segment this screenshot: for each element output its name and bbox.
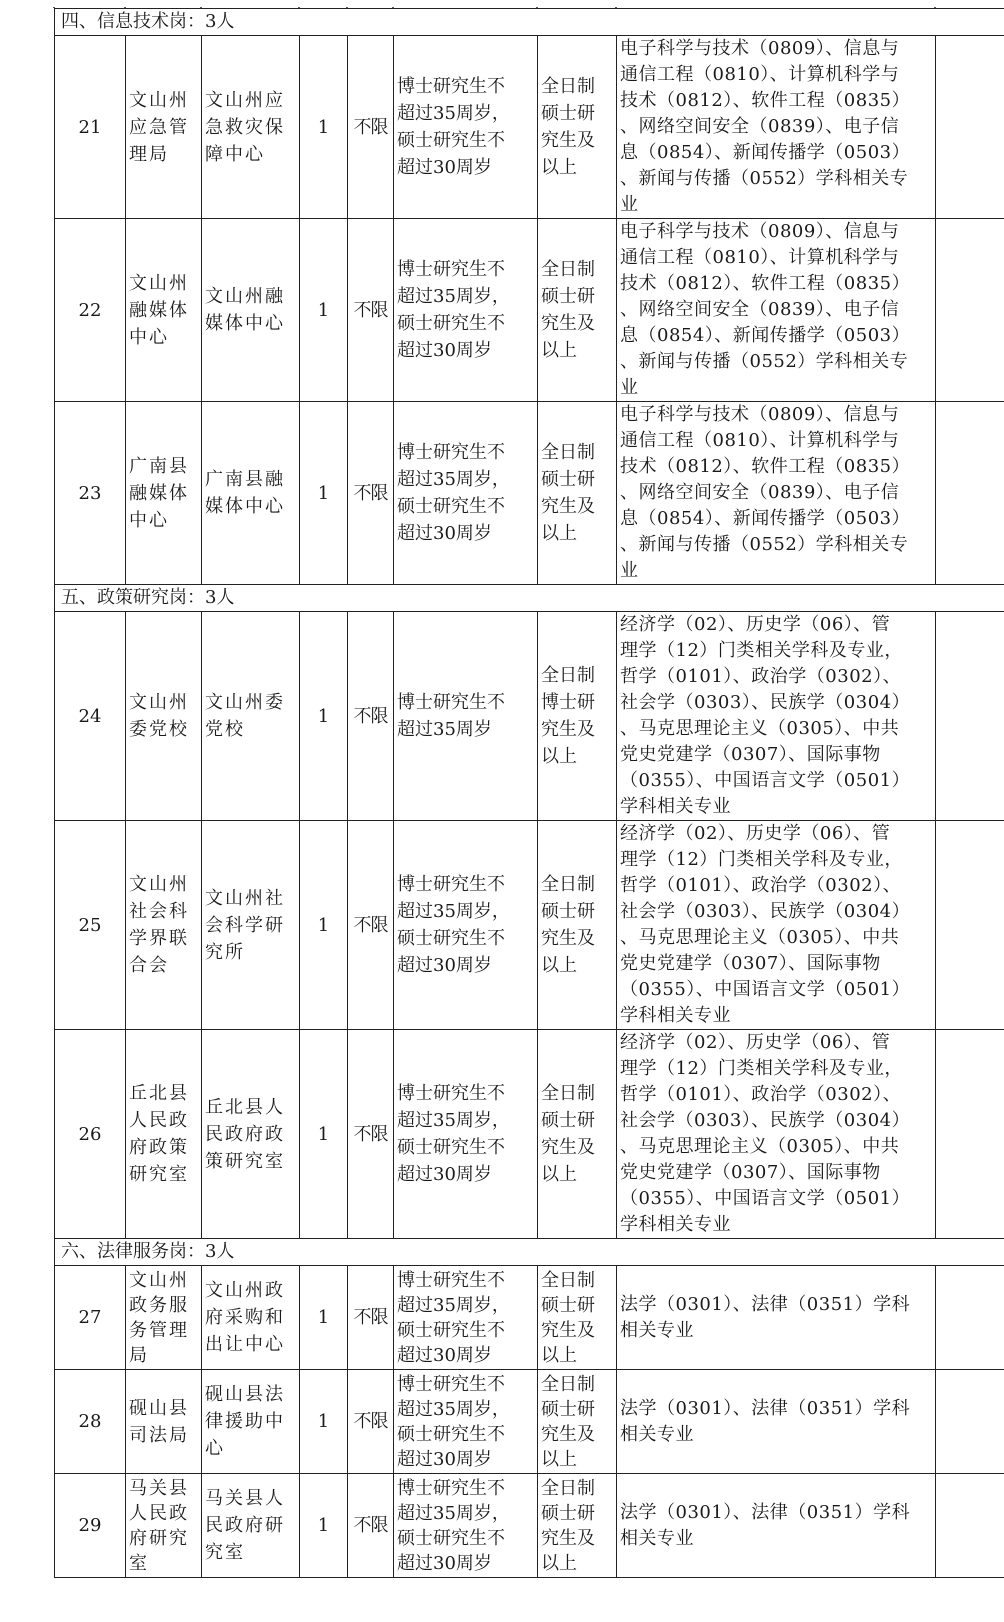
- hiring-unit: 文山州 政务服 务管理 局: [126, 1266, 202, 1370]
- age-requirement: 博士研究生不 超过35周岁， 硕士研究生不 超过30周岁: [394, 219, 538, 402]
- major-requirement: 经济学（02）、历史学（06）、管 理学（12）门类相关学科及专业， 哲学（0101）、政治学（0302）、 社会学（0303）、民族学（0304） 、马克思理论主义（0305）、中共 党史党建学（0307）、国际事物 （0355）、中国语言文学（0501） 学科相关专业: [617, 612, 936, 821]
- remarks-cell: [936, 612, 1004, 821]
- age-requirement: 博士研究生不 超过35周岁， 硕士研究生不 超过30周岁: [394, 1266, 538, 1370]
- remarks-cell: [936, 1030, 1004, 1239]
- education-requirement: 全日制 硕士研 究生及 以上: [538, 36, 617, 219]
- education-requirement: 全日制 硕士研 究生及 以上: [538, 821, 617, 1030]
- gender-limit: 不限: [348, 36, 394, 219]
- education-requirement: 全日制 硕士研 究生及 以上: [538, 402, 617, 585]
- headcount: 1: [300, 36, 348, 219]
- section-header: [55, 1239, 1004, 1266]
- remarks-cell: [936, 821, 1004, 1030]
- gender-limit: 不限: [348, 402, 394, 585]
- row-number: 24: [55, 612, 126, 821]
- row-number: 22: [55, 219, 126, 402]
- hiring-unit: 文山州 融媒体 中心: [126, 219, 202, 402]
- headcount: 1: [300, 402, 348, 585]
- row-number: 26: [55, 1030, 126, 1239]
- table-row: [55, 1370, 1004, 1474]
- hiring-department: 广南县融 媒体中心: [202, 402, 300, 585]
- headcount: 1: [300, 1474, 348, 1578]
- previous-rows-cutoff: [0, 0, 1004, 8]
- gender-limit: 不限: [348, 1370, 394, 1474]
- section-header: [55, 9, 1004, 36]
- hiring-department: 文山州政 府采购和 出让中心: [202, 1266, 300, 1370]
- row-number: 28: [55, 1370, 126, 1474]
- age-requirement: 博士研究生不 超过35周岁， 硕士研究生不 超过30周岁: [394, 1370, 538, 1474]
- hiring-unit: 马关县 人民政 府研究 室: [126, 1474, 202, 1578]
- age-requirement: 博士研究生不 超过35周岁， 硕士研究生不 超过30周岁: [394, 402, 538, 585]
- age-requirement: 博士研究生不 超过35周岁， 硕士研究生不 超过30周岁: [394, 36, 538, 219]
- table-row: [55, 612, 1004, 821]
- gender-limit: 不限: [348, 219, 394, 402]
- headcount: 1: [300, 1370, 348, 1474]
- recruitment-table: [54, 8, 1004, 1578]
- row-number: 27: [55, 1266, 126, 1370]
- major-requirement: 经济学（02）、历史学（06）、管 理学（12）门类相关学科及专业， 哲学（0101）、政治学（0302）、 社会学（0303）、民族学（0304） 、马克思理论主义（0305）、中共 党史党建学（0307）、国际事物 （0355）、中国语言文学（0501） 学科相关专业: [617, 1030, 936, 1239]
- remarks-cell: [936, 1474, 1004, 1578]
- hiring-department: 丘北县人 民政府政 策研究室: [202, 1030, 300, 1239]
- headcount: 1: [300, 1030, 348, 1239]
- table-row: [55, 36, 1004, 219]
- education-requirement: 全日制 硕士研 究生及 以上: [538, 219, 617, 402]
- headcount: 1: [300, 612, 348, 821]
- hiring-department: 文山州社 会科学研 究所: [202, 821, 300, 1030]
- table-row: [55, 219, 1004, 402]
- table-row: [55, 1474, 1004, 1578]
- headcount: 1: [300, 219, 348, 402]
- major-requirement: 法学（0301）、法律（0351）学科 相关专业: [617, 1370, 936, 1474]
- section-title: 五、政策研究岗：3人: [55, 585, 1004, 612]
- table-row: [55, 1266, 1004, 1370]
- gender-limit: 不限: [348, 821, 394, 1030]
- hiring-unit: 广南县 融媒体 中心: [126, 402, 202, 585]
- gender-limit: 不限: [348, 612, 394, 821]
- remarks-cell: [936, 402, 1004, 585]
- hiring-department: 砚山县法 律援助中 心: [202, 1370, 300, 1474]
- section-title: 四、信息技术岗：3人: [55, 9, 1004, 36]
- row-number: 25: [55, 821, 126, 1030]
- table-row: [55, 402, 1004, 585]
- hiring-unit: 文山州 委党校: [126, 612, 202, 821]
- section-title: 六、法律服务岗：3人: [55, 1239, 1004, 1266]
- gender-limit: 不限: [348, 1474, 394, 1578]
- hiring-department: 马关县人 民政府研 究室: [202, 1474, 300, 1578]
- age-requirement: 博士研究生不 超过35周岁: [394, 612, 538, 821]
- age-requirement: 博士研究生不 超过35周岁， 硕士研究生不 超过30周岁: [394, 1474, 538, 1578]
- hiring-unit: 文山州 社会科 学界联 合会: [126, 821, 202, 1030]
- hiring-unit: 砚山县 司法局: [126, 1370, 202, 1474]
- remarks-cell: [936, 1370, 1004, 1474]
- row-number: 23: [55, 402, 126, 585]
- age-requirement: 博士研究生不 超过35周岁， 硕士研究生不 超过30周岁: [394, 1030, 538, 1239]
- table-row: [55, 1030, 1004, 1239]
- major-requirement: 法学（0301）、法律（0351）学科 相关专业: [617, 1474, 936, 1578]
- section-header: [55, 585, 1004, 612]
- remarks-cell: [936, 1266, 1004, 1370]
- major-requirement: 法学（0301）、法律（0351）学科 相关专业: [617, 1266, 936, 1370]
- headcount: 1: [300, 1266, 348, 1370]
- education-requirement: 全日制 硕士研 究生及 以上: [538, 1030, 617, 1239]
- headcount: 1: [300, 821, 348, 1030]
- education-requirement: 全日制 硕士研 究生及 以上: [538, 1474, 617, 1578]
- major-requirement: 经济学（02）、历史学（06）、管 理学（12）门类相关学科及专业， 哲学（0101）、政治学（0302）、 社会学（0303）、民族学（0304） 、马克思理论主义（0305）、中共 党史党建学（0307）、国际事物 （0355）、中国语言文学（0501） 学科相关专业: [617, 821, 936, 1030]
- hiring-department: 文山州应 急救灾保 障中心: [202, 36, 300, 219]
- row-number: 29: [55, 1474, 126, 1578]
- hiring-department: 文山州委 党校: [202, 612, 300, 821]
- gender-limit: 不限: [348, 1266, 394, 1370]
- gender-limit: 不限: [348, 1030, 394, 1239]
- major-requirement: 电子科学与技术（0809）、信息与 通信工程（0810）、计算机科学与 技术（0812）、软件工程（0835） 、网络空间安全（0839）、电子信 息（0854）、新闻传播学（0503） 、新闻与传播（0552）学科相关专 业: [617, 219, 936, 402]
- hiring-department: 文山州融 媒体中心: [202, 219, 300, 402]
- remarks-cell: [936, 219, 1004, 402]
- hiring-unit: 丘北县 人民政 府政策 研究室: [126, 1030, 202, 1239]
- row-number: 21: [55, 36, 126, 219]
- table-row: [55, 821, 1004, 1030]
- age-requirement: 博士研究生不 超过35周岁， 硕士研究生不 超过30周岁: [394, 821, 538, 1030]
- education-requirement: 全日制 博士研 究生及 以上: [538, 612, 617, 821]
- major-requirement: 电子科学与技术（0809）、信息与 通信工程（0810）、计算机科学与 技术（0812）、软件工程（0835） 、网络空间安全（0839）、电子信 息（0854）、新闻传播学（0503） 、新闻与传播（0552）学科相关专 业: [617, 402, 936, 585]
- remarks-cell: [936, 36, 1004, 219]
- education-requirement: 全日制 硕士研 究生及 以上: [538, 1370, 617, 1474]
- hiring-unit: 文山州 应急管 理局: [126, 36, 202, 219]
- education-requirement: 全日制 硕士研 究生及 以上: [538, 1266, 617, 1370]
- major-requirement: 电子科学与技术（0809）、信息与 通信工程（0810）、计算机科学与 技术（0812）、软件工程（0835） 、网络空间安全（0839）、电子信 息（0854）、新闻传播学（0503） 、新闻与传播（0552）学科相关专 业: [617, 36, 936, 219]
